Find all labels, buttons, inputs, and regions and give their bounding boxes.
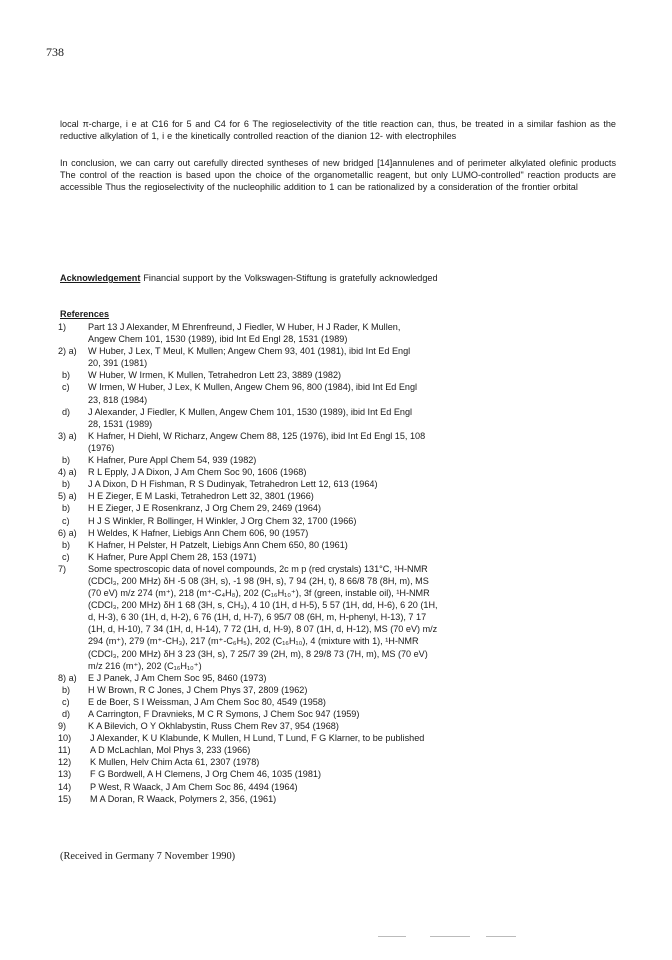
reference-text: H W Brown, R C Jones, J Chem Phys 37, 2809 (1962) <box>88 684 308 695</box>
reference-text: P West, R Waack, J Am Chem Soc 86, 4494 (1964) <box>90 781 298 792</box>
reference-label: b) <box>62 455 71 466</box>
reference-label: c) <box>62 696 70 707</box>
reference-item <box>60 756 620 768</box>
reference-label: b) <box>62 503 71 514</box>
reference-item <box>60 551 620 563</box>
reference-text: K Hafner, H Pelster, H Patzelt, Liebigs Ann Chem 650, 80 (1961) <box>88 539 348 550</box>
page-number: 738 <box>46 45 64 59</box>
reference-item <box>60 406 620 430</box>
reference-item <box>60 696 620 708</box>
reference-text: K A Bilevich, O Y Okhlabystin, Russ Chem Rev 37, 954 (1968) <box>88 721 339 732</box>
reference-label: 10) <box>58 733 72 744</box>
reference-text: K Hafner, H Diehl, W Richarz, Angew Chem 88, 125 (1976), ibid Int Ed Engl 15, 108 <box>88 430 426 441</box>
reference-text: K Hafner, Pure Appl Chem 28, 153 (1971) <box>88 551 257 562</box>
reference-text: (CDCl₃, 200 MHz) δH 1 68 (3H, s, CH₃), 4 10 (1H, d H-5), 5 57 (1H, dd, H-6), 6 20 (1H, <box>88 600 438 611</box>
reference-text: K Mullen, Helv Chim Acta 61, 2307 (1978) <box>90 757 260 768</box>
references-title: References <box>60 309 110 319</box>
body-paragraph: local π-charge, i e at C16 for 5 and C4 for 6 The regioselectivity of the title reaction can, thus, be treated in a similar fashion as the reductive alkylation of 1, i e the kinetically controlled reaction of the dianion 12- with electrophiles <box>60 119 616 142</box>
reference-text: H J S Winkler, R Bollinger, H Winkler, J Org Chem 32, 1700 (1966) <box>88 515 357 526</box>
reference-text: W Huber, W Irmen, K Mullen, Tetrahedron Lett 23, 3889 (1982) <box>88 370 342 381</box>
reference-label: d) <box>62 709 71 719</box>
reference-text: (1H, d, H-10), 7 34 (1H, d, H-14), 7 72 (1H, d, H-9), 8 07 (1H, d, H-12), MS (70 eV) m/z <box>88 624 438 635</box>
acknowledgement <box>60 272 616 284</box>
reference-label: 8) a) <box>58 672 77 683</box>
reference-item <box>60 744 620 756</box>
reference-label: 15) <box>58 793 72 804</box>
reference-text: (CDCl₃, 200 MHz) δH 3 23 (3H, s), 7 25/7 39 (2H, m), 8 29/8 73 (7H, m), MS (70 eV) <box>88 648 428 659</box>
reference-text: K Hafner, Pure Appl Chem 54, 939 (1982) <box>88 455 257 466</box>
reference-label: c) <box>62 515 70 526</box>
reference-text: Part 13 J Alexander, M Ehrenfreund, J Fiedler, W Huber, H J Rader, K Mullen, <box>88 322 401 332</box>
reference-item <box>60 502 620 514</box>
reference-item <box>60 321 620 345</box>
reference-label: 7) <box>58 563 67 574</box>
reference-text: E de Boer, S I Weissman, J Am Chem Soc 80, 4549 (1958) <box>88 696 326 707</box>
references-list <box>60 321 620 805</box>
reference-label: 13) <box>58 769 72 780</box>
reference-item <box>60 490 620 502</box>
reference-label: b) <box>62 539 71 550</box>
footer-rule <box>486 936 516 937</box>
reference-label: b) <box>62 370 71 381</box>
acknowledgement-text: Financial support by the Volkswagen-Stiftung is gratefully acknowledged <box>140 273 438 283</box>
reference-text: W Huber, J Lex, T Meul, K Mullen; Angew Chem 93, 401 (1981), ibid Int Ed Engl <box>88 346 411 357</box>
reference-label: d) <box>62 406 71 417</box>
reference-text: M A Doran, R Waack, Polymers 2, 356, (1961) <box>90 793 277 804</box>
reference-text: Some spectroscopic data of novel compounds, 2c m p (red crystals) 131°C, ¹H-NMR <box>88 563 428 574</box>
reference-item <box>60 768 620 780</box>
footer-rule <box>378 936 406 937</box>
reference-text: 23, 818 (1984) <box>88 394 148 405</box>
reference-item <box>60 466 620 478</box>
reference-text: d, H-3), 6 30 (1H, d, H-2), 6 76 (1H, d, H-7), 6 95/7 08 (6H, m, H-phenyl, H-13), 7 17 <box>88 612 427 623</box>
reference-text: 20, 391 (1981) <box>88 358 148 369</box>
reference-text: E J Panek, J Am Chem Soc 95, 8460 (1973) <box>88 672 267 683</box>
reference-label: b) <box>62 684 71 695</box>
received-date: (Received in Germany 7 November 1990) <box>60 851 236 862</box>
reference-item <box>60 515 620 527</box>
reference-text: H E Zieger, J E Rosenkranz, J Org Chem 29, 2469 (1964) <box>88 503 322 514</box>
reference-label: 4) a) <box>58 467 77 478</box>
reference-item <box>60 672 620 684</box>
reference-item <box>60 563 620 672</box>
reference-text: W Irmen, W Huber, J Lex, K Mullen, Angew Chem 96, 800 (1984), ibid Int Ed Engl <box>88 382 418 393</box>
reference-item <box>60 381 620 405</box>
reference-label: c) <box>62 382 70 393</box>
reference-label: 14) <box>58 781 72 792</box>
reference-text: H Weldes, K Hafner, Liebigs Ann Chem 606, 90 (1957) <box>88 527 309 538</box>
reference-item <box>60 430 620 454</box>
reference-text: R L Epply, J A Dixon, J Am Chem Soc 90, 1606 (1968) <box>88 467 307 478</box>
reference-text: (70 eV) m/z 274 (m⁺), 218 (m⁺-C₄H₈), 202 (C₁₆H₁₀⁺), 3f (green, instable oil), ¹H-NMR <box>88 588 430 599</box>
reference-item <box>60 720 620 732</box>
reference-text: J Alexander, K U Klabunde, K Mullen, H Lund, T Lund, F G Klarner, to be published <box>90 733 425 744</box>
reference-text: J A Dixon, D H Fishman, R S Dudinyak, Tetrahedron Lett 12, 613 (1964) <box>88 479 378 490</box>
reference-item <box>60 708 620 720</box>
reference-text: H E Zieger, E M Laski, Tetrahedron Lett 32, 3801 (1966) <box>88 491 314 502</box>
reference-item <box>60 369 620 381</box>
reference-text: m/z 216 (m⁺), 202 (C₁₆H₁₀⁺) <box>88 660 202 671</box>
reference-text: (1976) <box>88 442 115 453</box>
body-paragraph: In conclusion, we can carry out carefully directed syntheses of new bridged [14]annulenes and of perimeter alkylated olefinic products The control of the reaction is based upon the choice of the organometallic reagent, but only LUMO-controlled" reaction products are accessible Thus the regioselectivity of the nucleophilic addition to 1 can be rationalized by a consideration of the frontier orbital <box>60 158 616 193</box>
reference-label: c) <box>62 551 70 562</box>
reference-item <box>60 793 620 805</box>
reference-text: A Carrington, F Dravnieks, M C R Symons, J Chem Soc 947 (1959) <box>88 709 360 719</box>
reference-label: 1) <box>58 322 67 332</box>
reference-item <box>60 684 620 696</box>
reference-text: 28, 1531 (1989) <box>88 418 153 429</box>
reference-item <box>60 732 620 744</box>
reference-text: A D McLachlan, Mol Phys 3, 233 (1966) <box>90 745 251 756</box>
reference-label: b) <box>62 479 71 490</box>
reference-label: 6) a) <box>58 527 77 538</box>
reference-item <box>60 478 620 490</box>
reference-text: Angew Chem 101, 1530 (1989), ibid Int Ed Engl 28, 1531 (1989) <box>88 334 348 345</box>
reference-text: (CDCl₃, 200 MHz) δH -5 08 (3H, s), -1 98 (9H, s), 7 94 (2H, t), 8 66/8 78 (8H, m), MS <box>88 575 429 586</box>
reference-item <box>60 454 620 466</box>
footer-rule <box>430 936 470 937</box>
reference-item <box>60 345 620 369</box>
reference-label: 11) <box>58 745 71 756</box>
reference-text: 294 (m⁺), 279 (m⁺-CH₃), 217 (m⁺-C₆H₅), 202 (C₁₆H₁₀), 4 (mixture with 1), ¹H-NMR <box>88 636 419 647</box>
reference-text: F G Bordwell, A H Clemens, J Org Chem 46, 1035 (1981) <box>90 769 321 780</box>
reference-label: 12) <box>58 757 72 768</box>
reference-item <box>60 781 620 793</box>
reference-text: J Alexander, J Fiedler, K Mullen, Angew Chem 101, 1530 (1989), ibid Int Ed Engl <box>88 406 413 417</box>
reference-label: 9) <box>58 721 67 732</box>
reference-label: 5) a) <box>58 491 77 502</box>
reference-item <box>60 539 620 551</box>
reference-label: 2) a) <box>58 346 77 357</box>
reference-label: 3) a) <box>58 430 77 441</box>
acknowledgement-title: Acknowledgement <box>60 273 141 283</box>
reference-item <box>60 527 620 539</box>
